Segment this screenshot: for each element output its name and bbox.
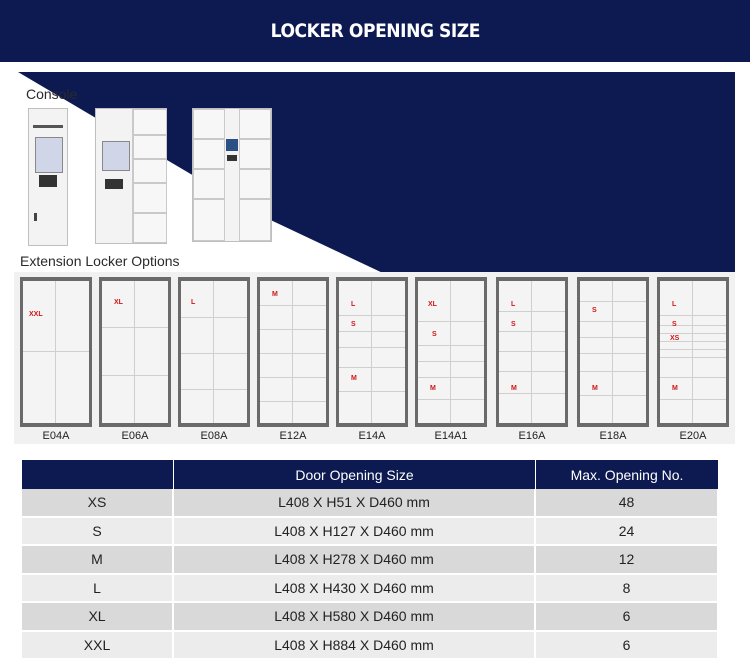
size-tag: S xyxy=(432,331,437,338)
size-tag: M xyxy=(592,385,598,392)
opening-size-table xyxy=(22,460,719,660)
console-label: Console xyxy=(26,86,78,102)
size-tag: L xyxy=(351,301,356,308)
size-tag: S xyxy=(511,321,516,328)
count-cell: 8 xyxy=(536,575,719,604)
page-title: LOCKER OPENING SIZE xyxy=(270,20,480,42)
model-name: E16A xyxy=(518,430,546,442)
table-row xyxy=(22,518,719,547)
size-tag: M xyxy=(672,385,678,392)
model-name: E04A xyxy=(42,430,70,442)
size-tag: L xyxy=(672,301,677,308)
dimension-cell: L408 X H278 X D460 mm xyxy=(174,546,536,575)
size-tag: M xyxy=(272,291,278,298)
dimension-cell: L408 X H430 X D460 mm xyxy=(174,575,536,604)
size-cell: XS xyxy=(22,489,174,518)
size-cell: S xyxy=(22,518,174,547)
model-name: E14A1 xyxy=(434,430,468,442)
dimension-cell: L408 X H51 X D460 mm xyxy=(174,489,536,518)
console-unit-wide xyxy=(192,108,272,242)
extension-label: Extension Locker Options xyxy=(20,253,180,269)
dimension-cell: L408 X H580 X D460 mm xyxy=(174,603,536,632)
size-cell: XL xyxy=(22,603,174,632)
table-row xyxy=(22,632,719,661)
size-tag: L xyxy=(191,299,196,306)
locker-E14A xyxy=(336,277,408,427)
table-row xyxy=(22,575,719,604)
table-header xyxy=(22,460,719,489)
locker-E18A xyxy=(577,277,649,427)
size-tag: M xyxy=(351,375,357,382)
header-cell xyxy=(22,460,174,489)
header-cell: Door Opening Size xyxy=(174,460,536,489)
locker-E04A xyxy=(20,277,92,427)
count-cell: 6 xyxy=(536,632,719,661)
console-unit-slim xyxy=(28,108,68,246)
dimension-cell: L408 X H884 X D460 mm xyxy=(174,632,536,661)
locker-E20A xyxy=(657,277,729,427)
size-tag: S xyxy=(672,321,677,328)
locker-E14A1 xyxy=(415,277,487,427)
model-name: E18A xyxy=(599,430,627,442)
header-cell: Max. Opening No. xyxy=(536,460,719,489)
size-cell: L xyxy=(22,575,174,604)
table-row xyxy=(22,603,719,632)
size-tag: S xyxy=(592,307,597,314)
size-tag: L xyxy=(511,301,516,308)
model-name: E12A xyxy=(279,430,307,442)
table-row xyxy=(22,489,719,518)
locker-E08A xyxy=(178,277,250,427)
locker-E06A xyxy=(99,277,171,427)
count-cell: 48 xyxy=(536,489,719,518)
model-name: E08A xyxy=(200,430,228,442)
size-tag: XL xyxy=(114,299,123,306)
model-name: E14A xyxy=(358,430,386,442)
size-cell: M xyxy=(22,546,174,575)
dimension-cell: L408 X H127 X D460 mm xyxy=(174,518,536,547)
count-cell: 24 xyxy=(536,518,719,547)
size-tag: M xyxy=(430,385,436,392)
console-unit-medium xyxy=(95,108,167,244)
size-tag: XXL xyxy=(29,311,43,318)
locker-E16A xyxy=(496,277,568,427)
size-tag: M xyxy=(511,385,517,392)
size-tag: XL xyxy=(428,301,437,308)
size-tag: S xyxy=(351,321,356,328)
count-cell: 6 xyxy=(536,603,719,632)
model-name: E20A xyxy=(679,430,707,442)
count-cell: 12 xyxy=(536,546,719,575)
size-cell: XXL xyxy=(22,632,174,661)
table-row xyxy=(22,546,719,575)
header-banner xyxy=(0,0,750,62)
locker-E12A xyxy=(257,277,329,427)
size-tag: XS xyxy=(670,335,680,342)
model-name: E06A xyxy=(121,430,149,442)
